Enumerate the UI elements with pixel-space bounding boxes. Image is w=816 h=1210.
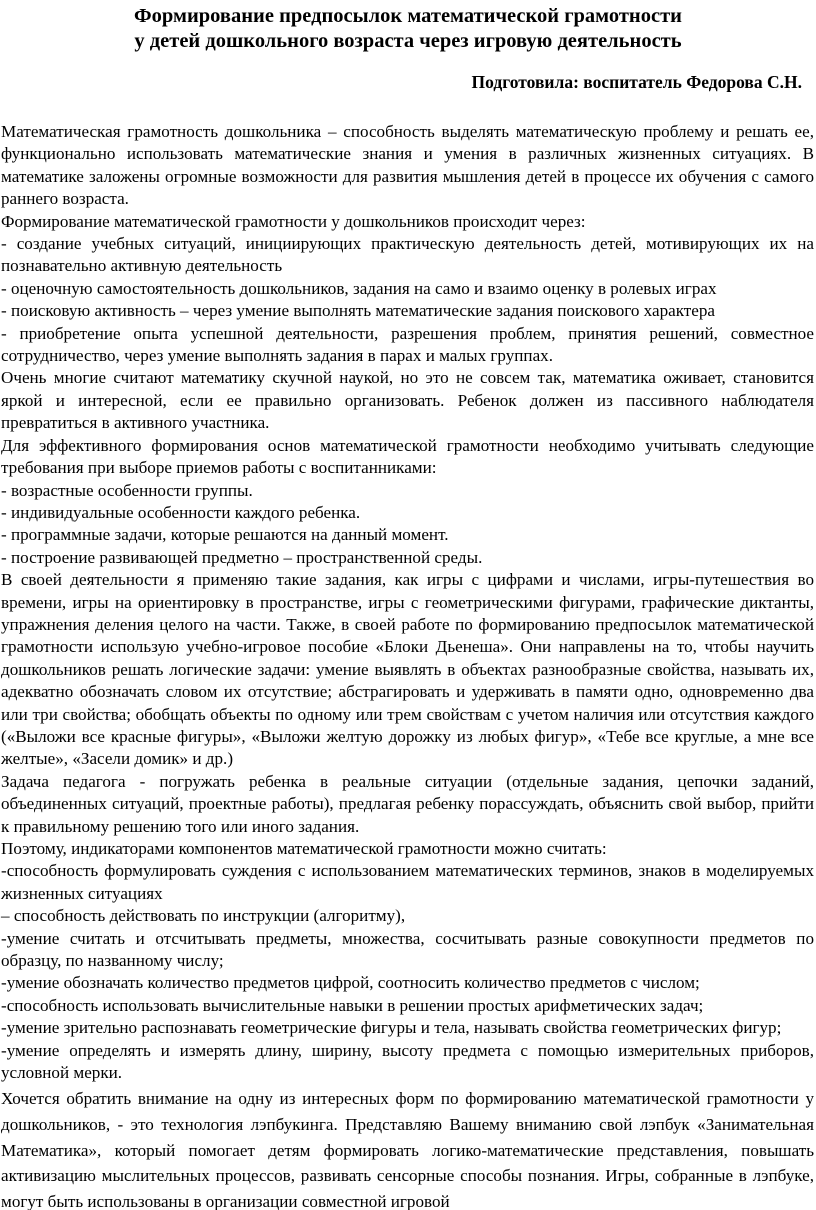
paragraph: Очень многие считают математику скучной наукой, но это не совсем так, математика оживает, становится яркой и интересной, если ее правильно организовать. Ребенок должен из пассивного наблюдателя превратиться в активного участника. bbox=[1, 368, 814, 433]
closing-line: лэпбук «Занимательная Математика», который помогает детям формировать логико-математические bbox=[1, 1115, 814, 1160]
author-line: Подготовила: воспитатель Федорова С.Н. bbox=[471, 72, 802, 92]
list-item: - индивидуальные особенности каждого ребенка. bbox=[1, 502, 361, 522]
closing-line: Хочется обратить внимание на одну из интересных форм по формированию математической bbox=[1, 1089, 701, 1109]
list-item: - приобретение опыта успешной деятельности, разрешения проблем, принятия решений, совместное сотрудничество, через умение выполнять задания в парах и малых группах. bbox=[1, 323, 814, 366]
list-item: -умение зрительно распознавать геометрические фигуры и тела, называть свойства геометрических фигур; bbox=[1, 1018, 782, 1038]
list-item: - возрастные особенности группы. bbox=[1, 480, 253, 500]
list-item: - оценочную самостоятельность дошкольников, задания на само и взаимо оценку в ролевых играх bbox=[1, 278, 717, 298]
list-item: - программные задачи, которые решаются на данный момент. bbox=[1, 525, 449, 545]
paragraph: Задача педагога - погружать ребенка в реальные ситуации (отдельные задания, цепочки заданий, объединенных ситуаций, проектные работы), предлагая ребенку порассуждать, объяснить свой выбор, прийти к правильному решению того или иного задания. bbox=[1, 771, 814, 836]
list-item: -умение определять и измерять длину, ширину, высоту предмета с помощью измерительных приборов, условной мерки. bbox=[1, 1040, 814, 1083]
list-item: -способность формулировать суждения с использованием математических терминов, знаков в моделируемых жизненных ситуациях bbox=[1, 861, 814, 903]
list-item: -умение считать и отсчитывать предметы, множества, сосчитывать разные совокупности предметов по образцу, по названному числу; bbox=[1, 928, 814, 971]
list-item: – способность действовать по инструкции (алгоритму), bbox=[1, 906, 406, 926]
paragraph: В своей деятельности я применяю такие задания, как игры с цифрами и числами, игры-путешествия во времени, игры на ориентировку в пространстве, игры с геометрическими фигурами, графические диктанты, упражнения деления целого на части. Также, в своей работе по формированию предпосылок математической грамотности использую учебно-игровое пособие «Блоки Дьенеша». Они направлены на то, чтобы научить дошкольников решать логические задачи: умение выявлять в объектах разнообразные свойства, называть их, адекватно обозначать словом их отсутствие; абстрагировать и удерживать в памяти одно, одновременно два или три свойства; обобщать объекты по одному или трем свойствам с учетом наличия или отсутствия каждого («Выложи все красные фигуры», «Выложи желтую дорожку из любых фигур», «Тебе все круглые, а мне все желтые», «Засели домик» и др.) bbox=[1, 570, 814, 769]
list-item: -умение обозначать количество предметов цифрой, соотносить количество предметов с числом; bbox=[1, 973, 700, 993]
closing-line: представления, повышать активизацию мыслительных процессов, развивать сенсорные способы bbox=[1, 1140, 814, 1186]
document-title-line-2: у детей дошкольного возраста через игровую деятельность bbox=[134, 30, 682, 52]
paragraph: Формирование математической грамотности у дошкольников происходит через: bbox=[1, 211, 586, 231]
paragraph: Поэтому, индикаторами компонентов математической грамотности можно считать: bbox=[1, 839, 607, 858]
document-body bbox=[1, 121, 814, 1210]
closing-line: познания. Игры, собранные в лэпбуке, могут быть использованы в организации совместной игровой bbox=[1, 1166, 814, 1210]
paragraph: Для эффективного формирования основ математической грамотности необходимо учитывать следующие требования при выборе приемов работы с воспитанниками: bbox=[1, 435, 814, 478]
list-item: - построение развивающей предметно – пространственной среды. bbox=[1, 547, 483, 567]
list-item: -способность использовать вычислительные навыки в решении простых арифметических задач; bbox=[1, 995, 704, 1015]
closing-line: грамотности у дошкольников, - это технология лэпбукинга. Представляю Вашему вниманию свой bbox=[1, 1089, 814, 1135]
document-title-line-1: Формирование предпосылок математической грамотности bbox=[134, 5, 682, 27]
list-item: - создание учебных ситуаций, инициирующих практическую деятельность детей, мотивирующих их на познавательно активную деятельность bbox=[1, 234, 814, 276]
list-item: - поисковую активность – через умение выполнять математические задания поискового характера bbox=[1, 301, 715, 321]
closing-paragraph bbox=[1, 1086, 814, 1210]
paragraph: Математическая грамотность дошкольника – способность выделять математическую проблему и решать ее, функционально использовать математические знания и умения в различных жизненных ситуациях. В математике заложены огромные возможности для развития мышления детей в процессе их обучения с самого раннего возраста. bbox=[1, 122, 814, 209]
